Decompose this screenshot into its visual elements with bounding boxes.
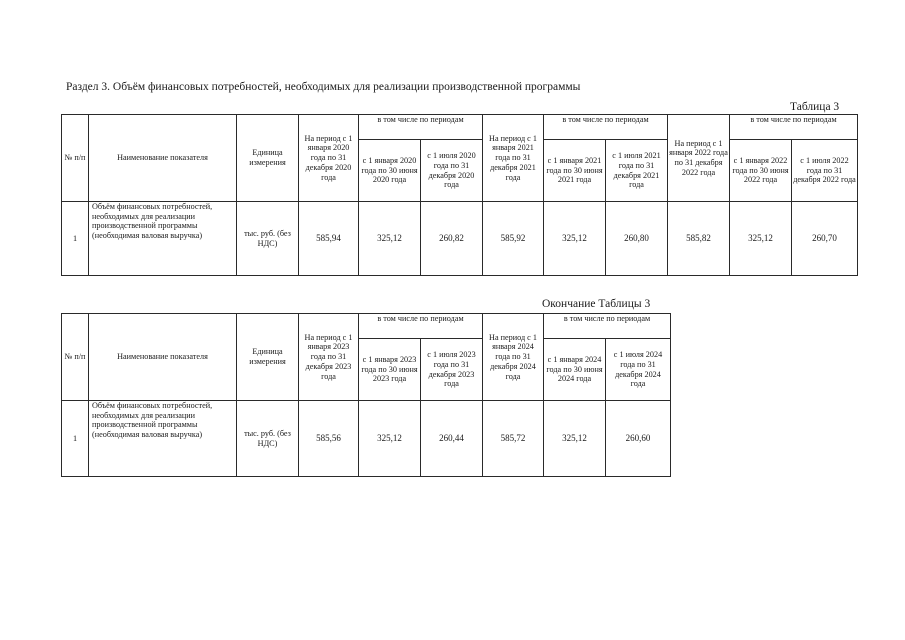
header-in-periods-2020: в том числе по периодам	[359, 115, 483, 140]
header-row-top	[62, 115, 858, 140]
row-unit: тыс. руб. (без НДС)	[237, 202, 299, 276]
header-period-2023: На период с 1 января 2023 года по 31 декабря 2023 года	[299, 314, 359, 401]
header-in-periods-2023: в том числе по периодам	[359, 314, 483, 339]
header-period-2022: На период с 1 января 2022 года по 31 декабря 2022 года	[668, 115, 730, 202]
value-h2-2022: 260,70	[792, 202, 858, 276]
value-h1-2024: 325,12	[544, 401, 606, 477]
section-title: Раздел 3. Объём финансовых потребностей, необходимых для реализации производственной программы	[66, 81, 581, 93]
value-h1-2022: 325,12	[730, 202, 792, 276]
header-period-2020: На период с 1 января 2020 года по 31 декабря 2020 года	[299, 115, 359, 202]
table-3-label: Таблица 3	[790, 101, 840, 113]
table-row	[62, 202, 858, 276]
value-h2-2021: 260,80	[606, 202, 668, 276]
header-h1-2023: с 1 января 2023 года по 30 июня 2023 года	[359, 339, 421, 401]
header-h1-2022: с 1 января 2022 года по 30 июня 2022 года	[730, 140, 792, 202]
table-3	[61, 114, 858, 276]
header-in-periods-2024: в том числе по периодам	[544, 314, 671, 339]
header-h2-2022: с 1 июля 2022 года по 31 декабря 2022 года	[792, 140, 858, 202]
table-3-end	[61, 313, 671, 477]
row-num: 1	[62, 401, 89, 477]
value-total-2020: 585,94	[299, 202, 359, 276]
header-period-2024: На период с 1 января 2024 года по 31 декабря 2024 года	[483, 314, 544, 401]
row-unit: тыс. руб. (без НДС)	[237, 401, 299, 477]
header-h2-2020: с 1 июля 2020 года по 31 декабря 2020 года	[421, 140, 483, 202]
header-num: № п/п	[62, 314, 89, 401]
value-total-2023: 585,56	[299, 401, 359, 477]
value-total-2024: 585,72	[483, 401, 544, 477]
header-h1-2024: с 1 января 2024 года по 30 июня 2024 года	[544, 339, 606, 401]
value-h1-2020: 325,12	[359, 202, 421, 276]
header-name: Наименование показателя	[89, 115, 237, 202]
header-h2-2023: с 1 июля 2023 года по 31 декабря 2023 года	[421, 339, 483, 401]
value-h1-2023: 325,12	[359, 401, 421, 477]
value-h2-2023: 260,44	[421, 401, 483, 477]
row-name: Объём финансовых потребностей, необходимых для реализации производственной программы (необходимая валовая выручка)	[89, 401, 237, 477]
value-h1-2021: 325,12	[544, 202, 606, 276]
header-period-2021: На период с 1 января 2021 года по 31 декабря 2021 года	[483, 115, 544, 202]
value-total-2022: 585,82	[668, 202, 730, 276]
header-h1-2021: с 1 января 2021 года по 30 июня 2021 года	[544, 140, 606, 202]
header-name: Наименование показателя	[89, 314, 237, 401]
header-h1-2020: с 1 января 2020 года по 30 июня 2020 года	[359, 140, 421, 202]
header-h2-2021: с 1 июля 2021 года по 31 декабря 2021 года	[606, 140, 668, 202]
value-total-2021: 585,92	[483, 202, 544, 276]
header-unit: Единица измерения	[237, 115, 299, 202]
header-h2-2024: с 1 июля 2024 года по 31 декабря 2024 года	[606, 339, 671, 401]
table-row	[62, 401, 671, 477]
value-h2-2020: 260,82	[421, 202, 483, 276]
header-row-top	[62, 314, 671, 339]
header-num: № п/п	[62, 115, 89, 202]
table-3-end-label: Окончание Таблицы 3	[542, 298, 651, 310]
row-num: 1	[62, 202, 89, 276]
row-name: Объём финансовых потребностей, необходимых для реализации производственной программы (необходимая валовая выручка)	[89, 202, 237, 276]
header-in-periods-2022: в том числе по периодам	[730, 115, 858, 140]
header-unit: Единица измерения	[237, 314, 299, 401]
header-in-periods-2021: в том числе по периодам	[544, 115, 668, 140]
value-h2-2024: 260,60	[606, 401, 671, 477]
